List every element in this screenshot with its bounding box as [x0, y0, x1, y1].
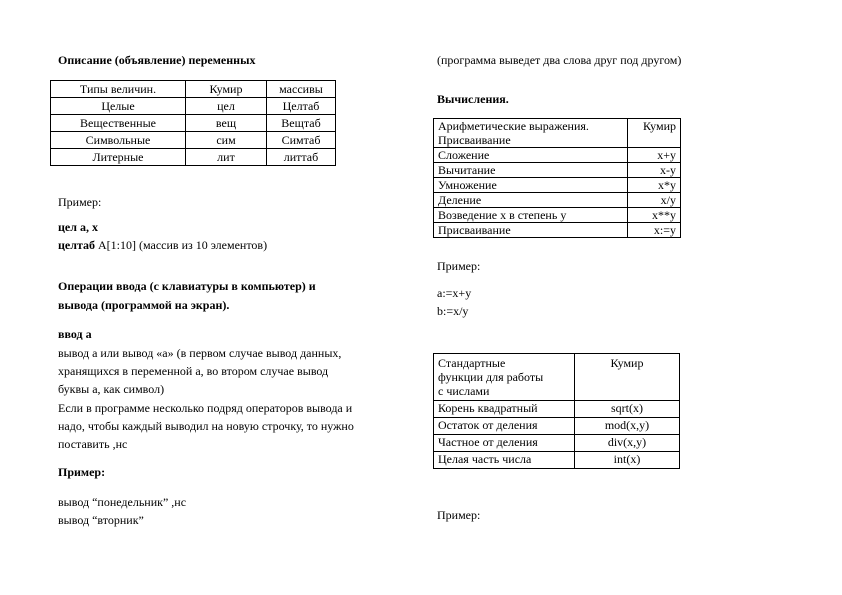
- table-cell: Целая часть числа: [434, 452, 575, 469]
- text-line: надо, чтобы каждый выводил на новую строчку, то нужно: [58, 419, 354, 433]
- table-cell: Присваивание: [434, 223, 628, 238]
- table-row: [434, 208, 681, 223]
- heading-variables: Описание (объявление) переменных: [58, 53, 256, 67]
- example-label: Пример:: [437, 259, 481, 273]
- table-cell: div(x,y): [575, 435, 680, 452]
- table-cell: sqrt(x): [575, 401, 680, 418]
- table-cell: Возведение x в степень y: [434, 208, 628, 223]
- table-header-cell: массивы: [267, 81, 336, 98]
- table-header-cell: Кумир: [186, 81, 267, 98]
- table-cell: x:=y: [628, 223, 681, 238]
- table-cell: Целые: [51, 98, 186, 115]
- header-line: функции для работы: [438, 370, 544, 384]
- table-cell: Целтаб: [267, 98, 336, 115]
- text-line: хранящихся в переменной a, во втором случае вывод: [58, 364, 329, 378]
- code-line: [58, 238, 267, 252]
- table-cell: Деление: [434, 193, 628, 208]
- table-cell: Умножение: [434, 178, 628, 193]
- table-cell: литтаб: [267, 149, 336, 166]
- table-cell: цел: [186, 98, 267, 115]
- table-row: [434, 163, 681, 178]
- table-row: [434, 178, 681, 193]
- text-line: буквы a, как символ): [58, 382, 165, 396]
- header-line: с числами: [438, 384, 490, 398]
- heading-io-cont: вывода (программой на экран).: [58, 298, 230, 312]
- heading-calc: Вычисления.: [437, 92, 509, 106]
- table-cell: Вещтаб: [267, 115, 336, 132]
- code-line: b:=x/y: [437, 304, 469, 318]
- operations-table: [433, 118, 681, 238]
- table-header-cell: Кумир: [628, 119, 681, 148]
- table-cell: вещ: [186, 115, 267, 132]
- table-cell: x+y: [628, 148, 681, 163]
- table-cell: mod(x,y): [575, 418, 680, 435]
- text-line: поставить ,нс: [58, 437, 128, 451]
- table-row: [434, 354, 680, 401]
- table-row: [434, 119, 681, 148]
- table-row: [434, 401, 680, 418]
- types-table: [50, 80, 336, 166]
- table-row: [434, 418, 680, 435]
- code-line: a:=x+y: [437, 286, 472, 300]
- table-cell: Вещественные: [51, 115, 186, 132]
- table-header-cell: Кумир: [575, 354, 680, 401]
- table-cell: сим: [186, 132, 267, 149]
- header-line: Арифметические выражения.: [438, 119, 589, 133]
- table-cell: x-y: [628, 163, 681, 178]
- table-cell: Сложение: [434, 148, 628, 163]
- table-cell: x/y: [628, 193, 681, 208]
- table-cell: Остаток от деления: [434, 418, 575, 435]
- code-text: A[1:10] (массив из 10 элементов): [95, 238, 268, 252]
- text-line: Если в программе несколько подряд операторов вывода и: [58, 401, 353, 415]
- table-cell: Литерные: [51, 149, 186, 166]
- code-line: цел a, x: [58, 220, 98, 234]
- table-row: [51, 132, 336, 149]
- table-cell: Корень квадратный: [434, 401, 575, 418]
- code-keyword: целтаб: [58, 238, 96, 252]
- table-header-cell: Типы величин.: [51, 81, 186, 98]
- code-line: вывод “понедельник” ,нс: [58, 495, 187, 509]
- table-cell: x*y: [628, 178, 681, 193]
- table-row: [51, 98, 336, 115]
- table-row: [51, 149, 336, 166]
- table-cell: int(x): [575, 452, 680, 469]
- table-row: [434, 435, 680, 452]
- table-row: [51, 115, 336, 132]
- table-cell: Симтаб: [267, 132, 336, 149]
- table-row: [434, 452, 680, 469]
- text-line: вывод a или вывод «a» (в первом случае вывод данных,: [58, 346, 342, 360]
- table-row: [434, 148, 681, 163]
- table-cell: лит: [186, 149, 267, 166]
- table-cell: Вычитание: [434, 163, 628, 178]
- table-header-cell: [434, 354, 575, 401]
- heading-io: Операции ввода (с клавиатуры в компьютер) и: [58, 279, 316, 293]
- header-line: Стандартные: [438, 356, 506, 370]
- example-label: Пример:: [58, 465, 106, 479]
- code-line: вывод “вторник”: [58, 513, 144, 527]
- code-line: ввод a: [58, 327, 92, 341]
- example-label: Пример:: [437, 508, 481, 522]
- table-cell: Частное от деления: [434, 435, 575, 452]
- table-row: [51, 81, 336, 98]
- header-line: Присваивание: [438, 133, 511, 147]
- table-header-cell: [434, 119, 628, 148]
- note-text: (программа выведет два слова друг под другом): [437, 53, 682, 67]
- table-row: [434, 223, 681, 238]
- table-cell: x**y: [628, 208, 681, 223]
- example-label: Пример:: [58, 195, 102, 209]
- table-row: [434, 193, 681, 208]
- functions-table: [433, 353, 680, 469]
- table-cell: Символьные: [51, 132, 186, 149]
